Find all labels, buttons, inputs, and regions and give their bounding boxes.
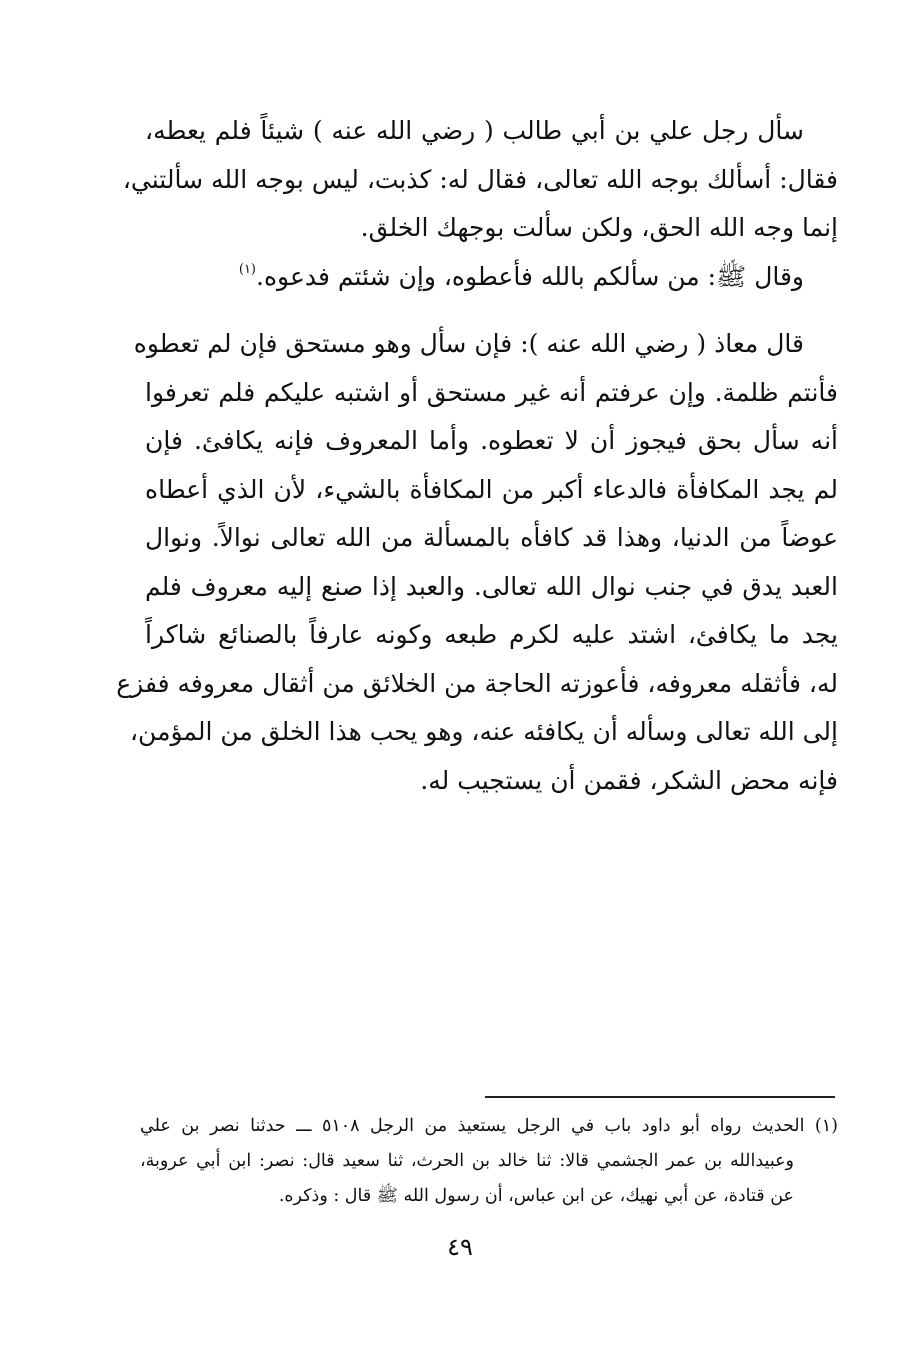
text-line: فأنتم ظلمة. وإن عرفتم أنه غير مستحق أو اشتبه عليكم فلم تعرفوا [145,377,838,407]
footnote-separator [485,1096,835,1098]
text-line [145,253,838,302]
footnote-line: عن قتادة، عن أبي نهيك، عن ابن عباس، أن رسول الله ﷺ قال : وذكره. [278,1186,794,1206]
text-line: فإنه محض الشكر، فقمن أن يستجيب له. [420,765,838,795]
text-line: سأل رجل علي بن أبي طالب ( رضي الله عنه ) شيئاً فلم يعطه، [145,116,804,145]
text-line: عوضاً من الدنيا، وهذا قد كافأه بالمسألة من الله تعالى نوالاً. ونوال [145,523,838,552]
text-line: إلى الله تعالى وسأله أن يكافئه عنه، وهو يحب هذا الخلق من المؤمن، [129,717,838,746]
text-line: له، فأثقله معروفه، فأعوزته الحاجة من الخلائق من أثقال معروفه ففزع [116,668,838,698]
text-line: يجد ما يكافئ، اشتد عليه لكرم طبعه وكونه عارفاً بالصنائع شاكراً [145,620,838,649]
text-line: قال معاذ ( رضي الله عنه ): فإن سأل وهو مستحق فإن لم تعطوه [133,329,804,358]
text-line: إنما وجه الله الحق، ولكن سألت بوجهك الخلق. [360,213,838,242]
footnote-reference: (١) [238,262,256,277]
text-line: فقال: أسألك بوجه الله تعالى، فقال له: كذبت، ليس بوجه الله سألتني، [122,164,838,194]
paragraph-muadh-saying [116,320,838,805]
hadith-text: وقال ﷺ: من سألكم بالله فأعطوه، وإن شئتم فدعوه. [256,262,804,291]
footnote [140,1109,838,1214]
footnote-line: (١) الحديث رواه أبو داود باب في الرجل يستعيذ من الرجل ٥١٠٨ ـــ حدثنا نصر بن علي [140,1116,838,1136]
footnote-line: وعبيدالله بن عمر الجشمي قالا: ثنا خالد بن الحرث، ثنا سعيد قال: نصر: ابن أبي عروبة، [140,1151,794,1171]
page-number: ٤٩ [447,1233,473,1261]
text-line: أنه سأل بحق فيجوز أن لا تعطوه. وأما المعروف فإنه يكافئ. فإن [145,426,838,455]
text-line: العبد يدق في جنب نوال الله تعالى. والعبد إذا صنع إليه معروف فلم [145,571,838,601]
paragraph-hadith [145,253,838,302]
paragraph-ali-saying [122,107,838,253]
text-line: لم يجد المكافأة فالدعاء أكبر من المكافأة بالشيء، لأن الذي أعطاه [145,474,838,504]
